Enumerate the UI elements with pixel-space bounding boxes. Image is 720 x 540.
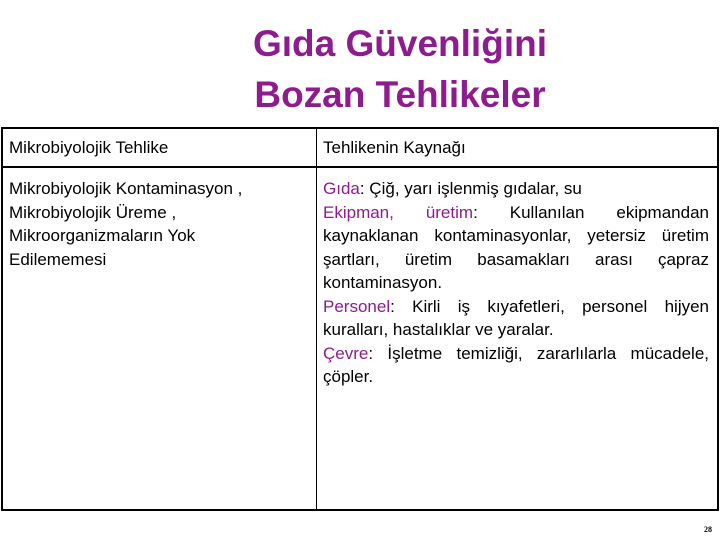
hazard-line: Mikrobiyolojik Kontaminasyon , <box>9 179 243 198</box>
source-keyword: Personel <box>323 296 391 316</box>
source-item-environment <box>323 342 709 389</box>
header-divider <box>3 166 717 168</box>
source-cell <box>323 177 709 389</box>
source-keyword: Çevre <box>323 343 369 363</box>
source-keyword: Gıda <box>323 179 360 198</box>
hazard-line: Mikroorganizmaların Yok <box>9 226 196 245</box>
title-line-2: Bozan Tehlikeler <box>254 74 546 115</box>
source-item-personnel <box>323 295 709 342</box>
source-text: : Kullanılan ekipmandan kaynaklanan kontaminasyonlar, yetersiz üretim şartları, üretim basamakları arası çapraz kontaminasyon. <box>323 202 709 292</box>
slide-title <box>150 18 650 120</box>
source-text: : İşletme temizliği, zararlılarla mücadele, çöpler. <box>323 343 709 386</box>
title-line-1: Gıda Güvenliğini <box>253 23 547 64</box>
hazard-cell <box>9 177 299 271</box>
source-text: : Kirli iş kıyafetleri, personel hijyen kuralları, hastalıklar ve yaralar. <box>323 296 709 339</box>
page-number: 28 <box>704 525 712 534</box>
hazard-line: Edilememesi <box>9 249 107 269</box>
hazard-line: Mikrobiyolojik Üreme , <box>9 202 177 222</box>
hazard-table <box>1 127 719 511</box>
source-item-food <box>323 177 709 201</box>
column-divider <box>316 129 317 509</box>
header-hazard: Mikrobiyolojik Tehlike <box>9 138 169 157</box>
source-item-equipment <box>323 201 709 295</box>
header-source: Tehlikenin Kaynağı <box>323 138 466 157</box>
source-text: : Çiğ, yarı işlenmiş gıdalar, su <box>359 179 582 198</box>
source-keyword: Ekipman, üretim <box>323 202 474 222</box>
